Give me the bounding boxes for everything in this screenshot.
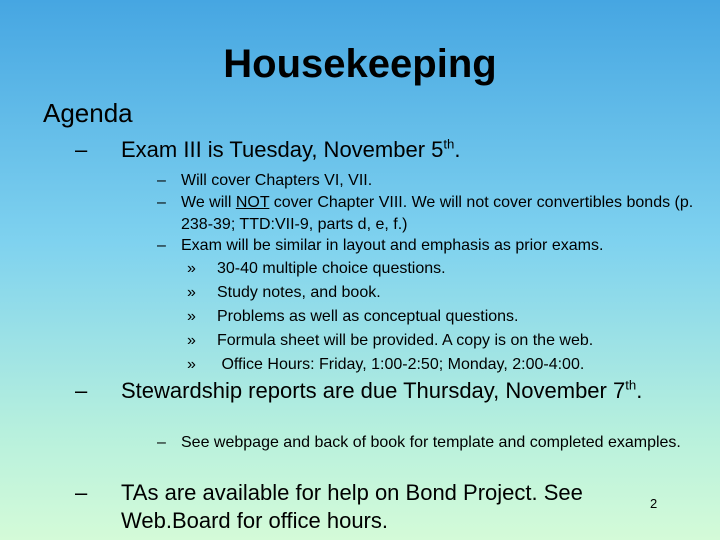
slide-title: Housekeeping — [223, 42, 497, 86]
page-number: 2 — [650, 496, 658, 511]
bullet-text: Exam III is Tuesday, November 5th. — [121, 136, 461, 162]
bullet-dash: – — [75, 137, 88, 162]
agenda-heading: Agenda — [43, 98, 133, 128]
